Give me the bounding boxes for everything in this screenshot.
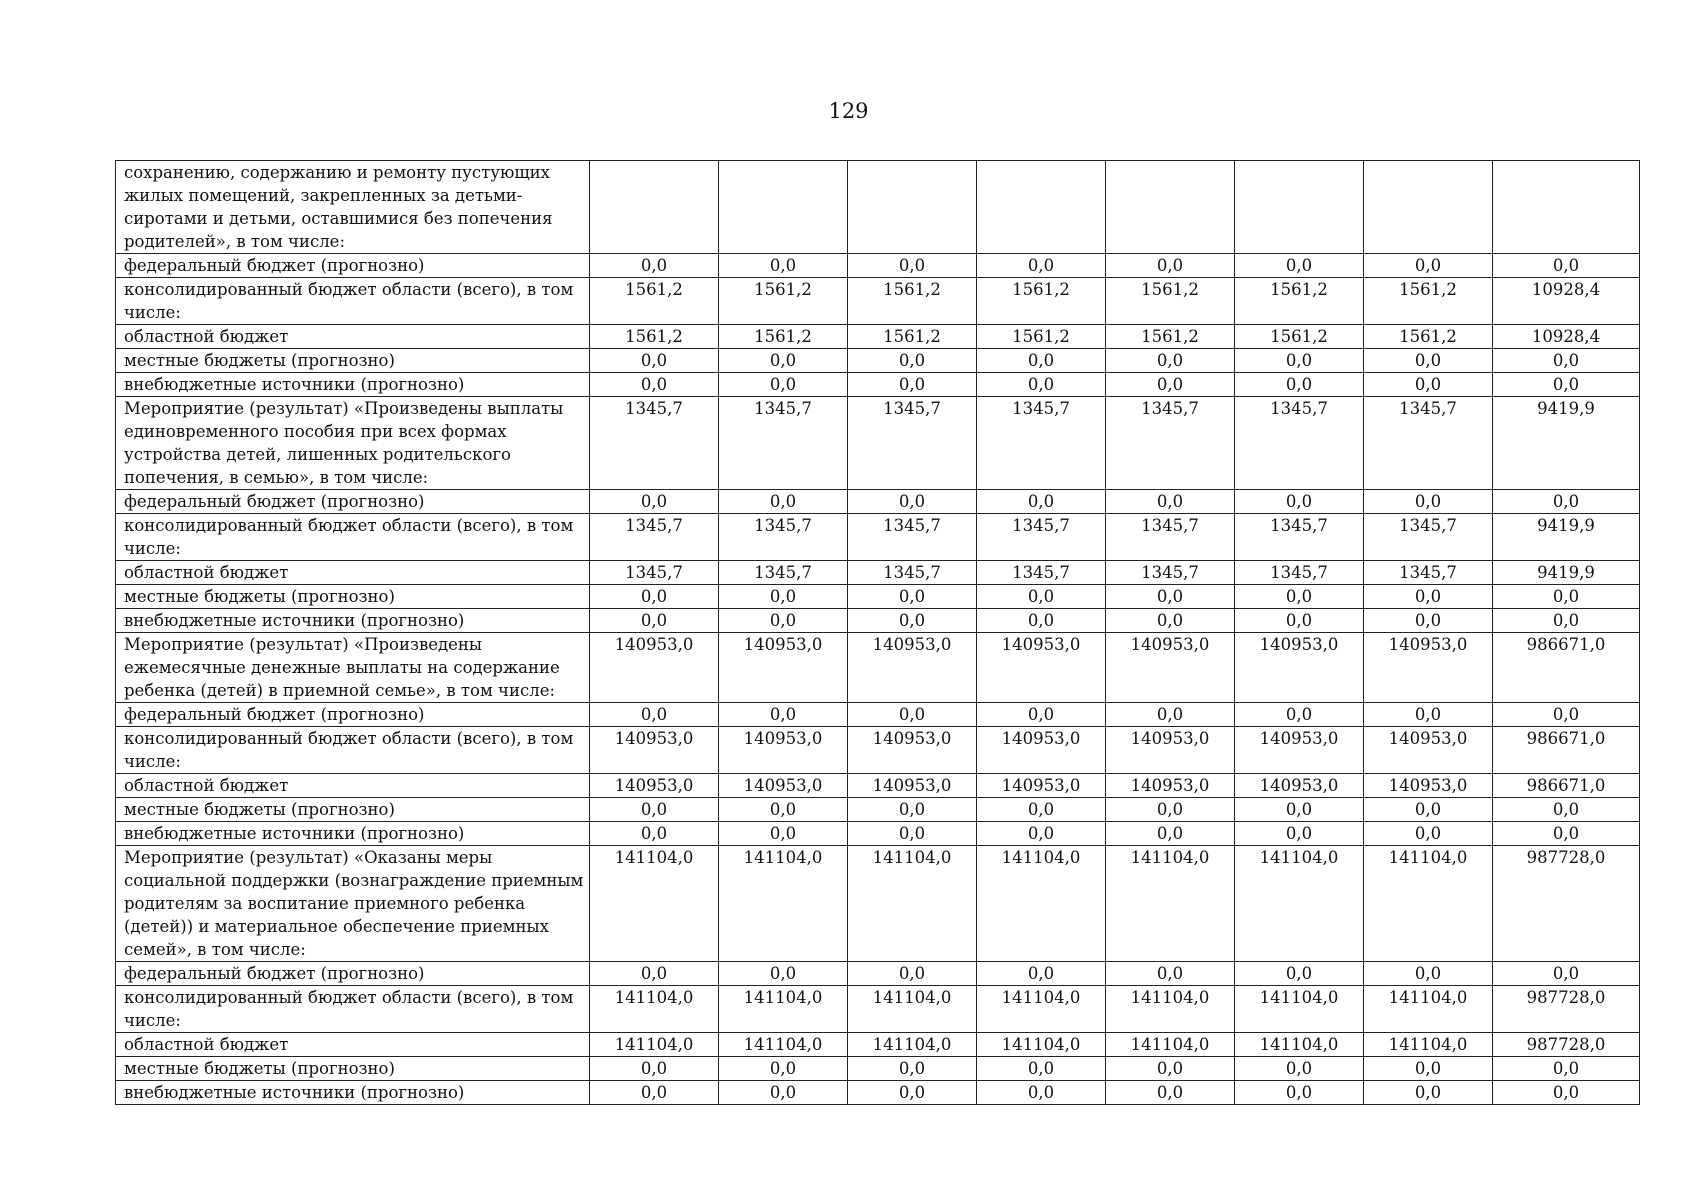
total-cell: 0,0	[1493, 822, 1640, 846]
value-cell: 141104,0	[1235, 846, 1364, 962]
value-cell: 140953,0	[1235, 727, 1364, 774]
table-row	[116, 1033, 1640, 1057]
value-cell: 0,0	[1235, 585, 1364, 609]
value-cell: 0,0	[1235, 1057, 1364, 1081]
value-cell: 0,0	[977, 490, 1106, 514]
value-cell: 0,0	[590, 703, 719, 727]
value-cell: 0,0	[1106, 609, 1235, 633]
value-cell: 141104,0	[590, 1033, 719, 1057]
table-body	[116, 161, 1640, 1105]
value-cell: 1345,7	[1364, 397, 1493, 490]
value-cell: 1345,7	[848, 561, 977, 585]
row-label: местные бюджеты (прогнозно)	[116, 585, 590, 609]
value-cell: 141104,0	[977, 986, 1106, 1033]
value-cell: 0,0	[590, 585, 719, 609]
value-cell: 0,0	[1106, 1081, 1235, 1105]
value-cell: 140953,0	[848, 633, 977, 703]
value-cell: 1561,2	[590, 325, 719, 349]
value-cell: 141104,0	[1364, 846, 1493, 962]
value-cell: 0,0	[590, 254, 719, 278]
value-cell: 0,0	[977, 254, 1106, 278]
value-cell: 140953,0	[1106, 774, 1235, 798]
row-label: федеральный бюджет (прогнозно)	[116, 962, 590, 986]
budget-table	[115, 160, 1640, 1105]
value-cell: 0,0	[977, 373, 1106, 397]
value-cell: 0,0	[848, 254, 977, 278]
total-cell: 0,0	[1493, 703, 1640, 727]
value-cell: 140953,0	[719, 774, 848, 798]
value-cell: 1345,7	[590, 561, 719, 585]
value-cell: 140953,0	[1364, 727, 1493, 774]
value-cell: 0,0	[977, 349, 1106, 373]
value-cell: 1345,7	[977, 514, 1106, 561]
table-row	[116, 822, 1640, 846]
value-cell: 0,0	[1106, 962, 1235, 986]
value-cell: 0,0	[848, 490, 977, 514]
value-cell: 140953,0	[977, 633, 1106, 703]
value-cell: 141104,0	[1106, 986, 1235, 1033]
value-cell: 0,0	[1106, 585, 1235, 609]
table-row	[116, 1057, 1640, 1081]
row-label: консолидированный бюджет области (всего), в том числе:	[116, 514, 590, 561]
value-cell: 0,0	[977, 822, 1106, 846]
value-cell: 0,0	[1106, 373, 1235, 397]
table-row	[116, 633, 1640, 703]
value-cell: 1345,7	[977, 397, 1106, 490]
value-cell	[719, 161, 848, 254]
total-cell: 0,0	[1493, 962, 1640, 986]
value-cell: 1561,2	[1364, 325, 1493, 349]
value-cell: 0,0	[719, 703, 848, 727]
value-cell: 140953,0	[977, 774, 1106, 798]
total-cell: 986671,0	[1493, 774, 1640, 798]
value-cell: 140953,0	[848, 727, 977, 774]
value-cell: 141104,0	[1235, 986, 1364, 1033]
value-cell: 0,0	[719, 609, 848, 633]
value-cell: 141104,0	[977, 1033, 1106, 1057]
value-cell: 0,0	[1235, 822, 1364, 846]
value-cell: 140953,0	[1106, 633, 1235, 703]
value-cell: 141104,0	[719, 986, 848, 1033]
value-cell: 0,0	[1364, 703, 1493, 727]
value-cell: 140953,0	[1235, 774, 1364, 798]
value-cell	[1235, 161, 1364, 254]
value-cell: 0,0	[1364, 822, 1493, 846]
total-cell: 987728,0	[1493, 846, 1640, 962]
value-cell: 0,0	[977, 585, 1106, 609]
value-cell: 0,0	[590, 1057, 719, 1081]
total-cell	[1493, 161, 1640, 254]
value-cell: 140953,0	[590, 633, 719, 703]
value-cell: 141104,0	[1235, 1033, 1364, 1057]
value-cell: 1561,2	[1106, 325, 1235, 349]
value-cell: 0,0	[590, 1081, 719, 1105]
table-row	[116, 846, 1640, 962]
value-cell: 1561,2	[848, 325, 977, 349]
value-cell: 0,0	[1364, 585, 1493, 609]
value-cell: 1345,7	[719, 397, 848, 490]
value-cell: 1561,2	[590, 278, 719, 325]
total-cell: 986671,0	[1493, 727, 1640, 774]
value-cell: 140953,0	[719, 727, 848, 774]
table-row	[116, 561, 1640, 585]
value-cell: 0,0	[1106, 254, 1235, 278]
row-label: федеральный бюджет (прогнозно)	[116, 703, 590, 727]
row-label: Мероприятие (результат) «Произведены выплаты единовременного пособия при всех формах устройства детей, лишенных родительского попечения, в семью», в том числе:	[116, 397, 590, 490]
value-cell: 140953,0	[590, 727, 719, 774]
table-row	[116, 585, 1640, 609]
table-row	[116, 514, 1640, 561]
value-cell: 141104,0	[590, 846, 719, 962]
value-cell: 0,0	[719, 254, 848, 278]
row-label: сохранению, содержанию и ремонту пустующих жилых помещений, закрепленных за детьми-сиротами и детьми, оставшимися без попечения родителей», в том числе:	[116, 161, 590, 254]
row-label: областной бюджет	[116, 1033, 590, 1057]
value-cell: 0,0	[1235, 609, 1364, 633]
value-cell: 0,0	[977, 703, 1106, 727]
value-cell: 140953,0	[1106, 727, 1235, 774]
table-row	[116, 490, 1640, 514]
value-cell: 0,0	[977, 1081, 1106, 1105]
value-cell: 141104,0	[1364, 986, 1493, 1033]
value-cell: 0,0	[1106, 822, 1235, 846]
row-label: местные бюджеты (прогнозно)	[116, 798, 590, 822]
row-label: областной бюджет	[116, 325, 590, 349]
total-cell: 0,0	[1493, 585, 1640, 609]
value-cell: 140953,0	[1364, 774, 1493, 798]
value-cell: 1561,2	[848, 278, 977, 325]
value-cell	[590, 161, 719, 254]
value-cell: 0,0	[977, 1057, 1106, 1081]
value-cell: 140953,0	[590, 774, 719, 798]
value-cell: 1345,7	[1235, 397, 1364, 490]
total-cell: 987728,0	[1493, 986, 1640, 1033]
value-cell: 141104,0	[719, 1033, 848, 1057]
value-cell: 0,0	[1364, 798, 1493, 822]
value-cell: 1345,7	[1106, 561, 1235, 585]
value-cell: 141104,0	[1106, 1033, 1235, 1057]
value-cell: 0,0	[1106, 490, 1235, 514]
value-cell: 0,0	[1364, 490, 1493, 514]
value-cell: 0,0	[1106, 798, 1235, 822]
value-cell: 1345,7	[1106, 514, 1235, 561]
value-cell: 0,0	[590, 609, 719, 633]
value-cell: 1561,2	[1235, 325, 1364, 349]
value-cell: 0,0	[848, 373, 977, 397]
total-cell: 9419,9	[1493, 514, 1640, 561]
row-label: Мероприятие (результат) «Произведены ежемесячные денежные выплаты на содержание ребенка (детей) в приемной семье», в том числе:	[116, 633, 590, 703]
value-cell: 0,0	[1235, 962, 1364, 986]
value-cell: 1561,2	[977, 278, 1106, 325]
row-label: внебюджетные источники (прогнозно)	[116, 373, 590, 397]
total-cell: 0,0	[1493, 1057, 1640, 1081]
value-cell: 1561,2	[719, 278, 848, 325]
value-cell: 1561,2	[1235, 278, 1364, 325]
table-row	[116, 254, 1640, 278]
value-cell: 0,0	[1364, 609, 1493, 633]
row-label: областной бюджет	[116, 561, 590, 585]
value-cell: 0,0	[590, 798, 719, 822]
value-cell: 0,0	[719, 822, 848, 846]
total-cell: 10928,4	[1493, 278, 1640, 325]
value-cell: 1345,7	[1235, 514, 1364, 561]
value-cell: 1345,7	[1235, 561, 1364, 585]
total-cell: 0,0	[1493, 254, 1640, 278]
value-cell: 141104,0	[1364, 1033, 1493, 1057]
value-cell: 0,0	[1106, 703, 1235, 727]
value-cell: 0,0	[1235, 349, 1364, 373]
value-cell: 1345,7	[848, 397, 977, 490]
value-cell: 141104,0	[848, 846, 977, 962]
total-cell: 9419,9	[1493, 397, 1640, 490]
table-row	[116, 349, 1640, 373]
table-row	[116, 986, 1640, 1033]
value-cell: 0,0	[848, 703, 977, 727]
value-cell: 0,0	[719, 585, 848, 609]
value-cell: 0,0	[1235, 254, 1364, 278]
value-cell: 140953,0	[719, 633, 848, 703]
value-cell: 141104,0	[977, 846, 1106, 962]
value-cell: 0,0	[719, 798, 848, 822]
value-cell: 0,0	[848, 585, 977, 609]
total-cell: 9419,9	[1493, 561, 1640, 585]
table-row	[116, 727, 1640, 774]
value-cell: 0,0	[719, 373, 848, 397]
row-label: местные бюджеты (прогнозно)	[116, 1057, 590, 1081]
row-label: Мероприятие (результат) «Оказаны меры социальной поддержки (вознаграждение приемным родителям за воспитание приемного ребенка (детей)) и материальное обеспечение приемных семей», в том числе:	[116, 846, 590, 962]
value-cell: 1561,2	[1364, 278, 1493, 325]
value-cell: 0,0	[590, 822, 719, 846]
value-cell: 141104,0	[848, 1033, 977, 1057]
value-cell: 0,0	[848, 349, 977, 373]
value-cell: 0,0	[848, 609, 977, 633]
total-cell: 986671,0	[1493, 633, 1640, 703]
total-cell: 987728,0	[1493, 1033, 1640, 1057]
value-cell: 0,0	[1364, 349, 1493, 373]
total-cell: 10928,4	[1493, 325, 1640, 349]
row-label: консолидированный бюджет области (всего), в том числе:	[116, 986, 590, 1033]
table-row	[116, 1081, 1640, 1105]
value-cell: 1561,2	[1106, 278, 1235, 325]
value-cell: 0,0	[848, 1081, 977, 1105]
value-cell: 140953,0	[1235, 633, 1364, 703]
value-cell	[1364, 161, 1493, 254]
value-cell: 140953,0	[848, 774, 977, 798]
table-row	[116, 798, 1640, 822]
row-label: внебюджетные источники (прогнозно)	[116, 1081, 590, 1105]
total-cell: 0,0	[1493, 349, 1640, 373]
value-cell: 0,0	[1106, 1057, 1235, 1081]
value-cell: 0,0	[1364, 1057, 1493, 1081]
value-cell: 141104,0	[1106, 846, 1235, 962]
value-cell: 141104,0	[590, 986, 719, 1033]
value-cell: 1345,7	[590, 397, 719, 490]
total-cell: 0,0	[1493, 609, 1640, 633]
table-row	[116, 774, 1640, 798]
value-cell: 0,0	[977, 798, 1106, 822]
value-cell: 141104,0	[719, 846, 848, 962]
row-label: местные бюджеты (прогнозно)	[116, 349, 590, 373]
table-row	[116, 161, 1640, 254]
value-cell: 1345,7	[848, 514, 977, 561]
value-cell: 0,0	[1364, 1081, 1493, 1105]
row-label: внебюджетные источники (прогнозно)	[116, 609, 590, 633]
row-label: федеральный бюджет (прогнозно)	[116, 254, 590, 278]
value-cell: 1345,7	[719, 514, 848, 561]
table-row	[116, 703, 1640, 727]
value-cell: 0,0	[1235, 703, 1364, 727]
value-cell: 0,0	[1235, 1081, 1364, 1105]
value-cell: 140953,0	[1364, 633, 1493, 703]
value-cell	[1106, 161, 1235, 254]
total-cell: 0,0	[1493, 1081, 1640, 1105]
value-cell: 1561,2	[977, 325, 1106, 349]
row-label: консолидированный бюджет области (всего), в том числе:	[116, 727, 590, 774]
table-row	[116, 397, 1640, 490]
value-cell: 0,0	[719, 1081, 848, 1105]
table-row	[116, 278, 1640, 325]
total-cell: 0,0	[1493, 798, 1640, 822]
value-cell: 0,0	[1235, 798, 1364, 822]
value-cell: 0,0	[719, 349, 848, 373]
value-cell: 0,0	[590, 349, 719, 373]
table-row	[116, 609, 1640, 633]
value-cell: 140953,0	[977, 727, 1106, 774]
total-cell: 0,0	[1493, 373, 1640, 397]
row-label: областной бюджет	[116, 774, 590, 798]
value-cell: 1345,7	[1364, 514, 1493, 561]
value-cell: 1561,2	[719, 325, 848, 349]
table-row	[116, 325, 1640, 349]
value-cell	[977, 161, 1106, 254]
value-cell: 0,0	[848, 1057, 977, 1081]
value-cell: 1345,7	[1106, 397, 1235, 490]
page-number: 129	[828, 99, 869, 123]
table-row	[116, 373, 1640, 397]
value-cell: 0,0	[1364, 373, 1493, 397]
value-cell: 1345,7	[977, 561, 1106, 585]
row-label: федеральный бюджет (прогнозно)	[116, 490, 590, 514]
value-cell: 0,0	[590, 962, 719, 986]
value-cell: 0,0	[1235, 490, 1364, 514]
value-cell: 0,0	[1106, 349, 1235, 373]
value-cell: 0,0	[1235, 373, 1364, 397]
total-cell: 0,0	[1493, 490, 1640, 514]
value-cell: 0,0	[590, 490, 719, 514]
value-cell: 141104,0	[848, 986, 977, 1033]
value-cell: 0,0	[719, 490, 848, 514]
value-cell: 0,0	[719, 1057, 848, 1081]
row-label: внебюджетные источники (прогнозно)	[116, 822, 590, 846]
value-cell: 0,0	[977, 962, 1106, 986]
value-cell: 0,0	[719, 962, 848, 986]
value-cell: 1345,7	[719, 561, 848, 585]
value-cell: 1345,7	[1364, 561, 1493, 585]
value-cell: 0,0	[1364, 962, 1493, 986]
table-row	[116, 962, 1640, 986]
value-cell: 1345,7	[590, 514, 719, 561]
value-cell	[848, 161, 977, 254]
row-label: консолидированный бюджет области (всего), в том числе:	[116, 278, 590, 325]
value-cell: 0,0	[848, 962, 977, 986]
value-cell: 0,0	[977, 609, 1106, 633]
value-cell: 0,0	[848, 798, 977, 822]
value-cell: 0,0	[590, 373, 719, 397]
value-cell: 0,0	[1364, 254, 1493, 278]
value-cell: 0,0	[848, 822, 977, 846]
